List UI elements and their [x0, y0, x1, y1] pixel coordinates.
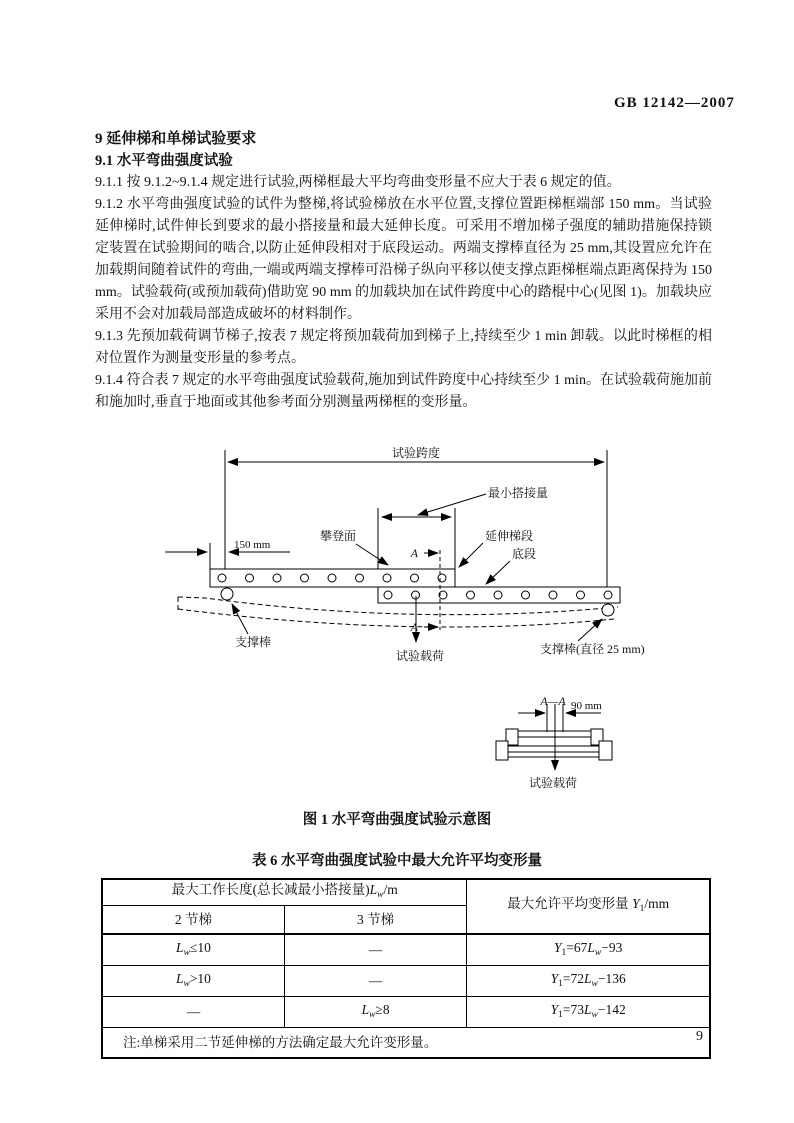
- table-row: [102, 934, 710, 966]
- extension-section-label: 延伸梯段: [485, 529, 534, 543]
- cell-formula-row2: $Y_1=72L_w-136$: [467, 966, 710, 997]
- table-6-title: 表 6 水平弯曲强度试验中最大允许平均变形量: [252, 853, 542, 869]
- table-note: 注:单梯采用二节延伸梯的方法确定最大允许变形量。: [102, 1028, 710, 1059]
- section-9-1-heading: 9.1 水平弯曲强度试验: [95, 153, 233, 169]
- test-span-label: 试验跨度: [391, 446, 441, 460]
- body-text: [95, 128, 712, 414]
- cell-formula-row1: $Y_1=67L_w-93$: [467, 934, 710, 966]
- section-a-top-label: A: [410, 546, 418, 560]
- section-9-heading: 9 延伸梯和单梯试验要求: [95, 131, 257, 147]
- page-number: 9: [696, 1029, 703, 1044]
- standard-number: GB 12142—2007: [614, 95, 735, 111]
- dim-150-label: 150 mm: [234, 539, 271, 551]
- left-support-rod: [221, 588, 233, 600]
- table-header-deflection: 最大允许平均变形量 $Y_1/mm$: [467, 879, 710, 934]
- left-support-label: 支撑棒: [235, 635, 272, 649]
- section-load-label: 试验载荷: [528, 776, 578, 790]
- table-header-2-section: 2 节梯: [102, 906, 284, 935]
- test-load-label: 试验载荷: [395, 649, 445, 663]
- right-support-rod: [602, 604, 614, 616]
- table-row: [102, 966, 710, 997]
- cell-3section-row3: $L_w\ge 8$: [284, 997, 466, 1028]
- table-header-length-group: 最大工作长度(总长减最小搭接量)$L_w/m$: [102, 879, 467, 906]
- base-section-callout: [486, 546, 536, 584]
- left-support-callout: [232, 604, 271, 649]
- paragraph-9-1-2: 9.1.2 水平弯曲强度试验的试件为整梯,将试验梯放在水平位置,支撑位置距梯框端部 150 mm。当试验延伸梯时,试件伸长到要求的最小搭接量和最大延伸长度。可采用不增加梯子强度的辅助措施保持锁定装置在试验期间的啮合,以防止延伸段相对于底段运动。两端支撑棒直径为 25 mm,其设置应允许在加载期间随着试件的弯曲,一端或两端支撑棒可沿梯子纵向平移以使支撑点距梯框端点距离保持为 150 mm。试验载荷(或预加载荷)借助宽 90 mm 的加载块加在试件跨度中心的踏棍中心(见图 1)。加载块应采用不会对加载局部造成破坏的材料制作。: [95, 197, 712, 322]
- extension-section-body: [210, 569, 455, 587]
- base-section-body: [378, 587, 620, 603]
- cell-2section-row2: $L_w>10$: [102, 966, 284, 997]
- base-section-label: 底段: [512, 547, 537, 561]
- cell-2section-row3: —: [102, 997, 284, 1028]
- section-a-bottom-label: A: [410, 620, 418, 634]
- cell-3section-row2: —: [284, 966, 466, 997]
- right-support-callout: [540, 619, 645, 656]
- cell-2section-row1: $L_w\le 10$: [102, 934, 284, 966]
- figure-1-diagram: [150, 440, 670, 805]
- dimension-150mm: [165, 539, 290, 569]
- paragraph-9-1-1: 9.1.1 按 9.1.2~9.1.4 规定进行试验,两梯框最大平均弯曲变形量不应大于表 6 规定的值。: [95, 175, 621, 190]
- right-support-label: 支撑棒(直径 25 mm): [540, 642, 645, 656]
- section-mark-label: A—A: [540, 694, 566, 708]
- table-6: [101, 878, 711, 1059]
- section-view-A-A: [496, 694, 612, 790]
- paragraph-9-1-3: 9.1.3 先预加载荷调节梯子,按表 7 规定将预加载荷加到梯子上,持续至少 1 min 卸载。以此时梯框的相对位置作为测量变形量的参考点。: [95, 329, 712, 366]
- table-header-3-section: 3 节梯: [284, 906, 466, 935]
- min-overlap-label: 最小搭接量: [488, 486, 549, 500]
- paragraph-9-1-4: 9.1.4 符合表 7 规定的水平弯曲强度试验载荷,施加到试件跨度中心持续至少 1 min。在试验载荷施加前和施加时,垂直于地面或其他参考面分别测量两梯框的变形量。: [95, 373, 712, 410]
- table-row: [102, 997, 710, 1028]
- dim-90-label: 90 mm: [571, 700, 602, 712]
- climbing-face-label: 攀登面: [320, 529, 357, 543]
- cell-formula-row3: $Y_1=73L_w-142$: [467, 997, 710, 1028]
- test-span-dimension: [225, 445, 607, 587]
- cell-3section-row1: —: [284, 934, 466, 966]
- test-load-arrow: [396, 596, 444, 663]
- figure-1-caption: 图 1 水平弯曲强度试验示意图: [302, 812, 492, 828]
